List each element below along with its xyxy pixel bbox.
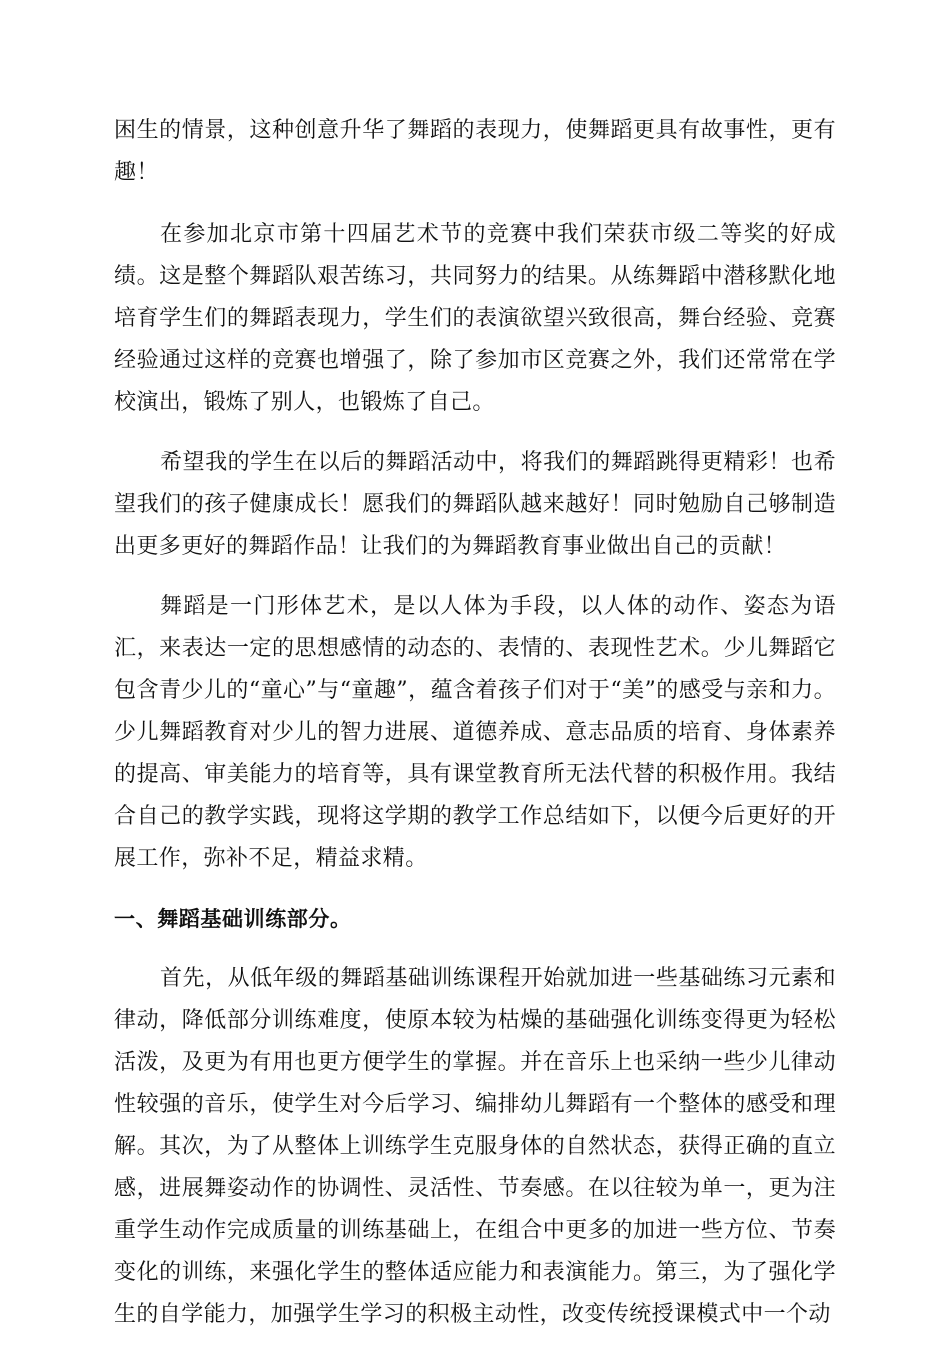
paragraph-continuation: 困生的情景，这种创意升华了舞蹈的表现力，使舞蹈更具有故事性，更有趣！ (114, 118, 836, 185)
paragraph-art-festival: 在参加北京市第十四届艺术节的竞赛中我们荣获市级二等奖的好成绩。这是整个舞蹈队艰苦练习，共同努力的结果。从练舞蹈中潜移默化地培育学生们的舞蹈表现力，学生们的表演欲望兴致很高，舞台经验、竞赛经验通过这样的竞赛也增强了，除了参加市区竞赛之外，我们还常常在学校演出，锻炼了别人，也锻炼了自己。 (114, 222, 836, 415)
section-heading-basic-training: 一、舞蹈基础训练部分。 (114, 907, 352, 931)
document-body (114, 110, 836, 1354)
paragraph-hopes: 希望我的学生在以后的舞蹈活动中，将我们的舞蹈跳得更精彩！也希望我们的孩子健康成长！愿我们的舞蹈队越来越好！同时勉励自己够制造出更多更好的舞蹈作品！让我们的为舞蹈教育事业做出自己的贡献！ (114, 450, 836, 559)
paragraph-basic-training: 首先，从低年级的舞蹈基础训练课程开始就加进一些基础练习元素和律动，降低部分训练难度，使原本较为枯燥的基础强化训练变得更为轻松活泼，及更为有用也更方便学生的掌握。并在音乐上也采纳一些少儿律动性较强的音乐，使学生对今后学习、编排幼儿舞蹈有一个整体的感受和理解。其次，为了从整体上训练学生克服身体的自然状态，获得正确的直立感，进展舞姿动作的协调性、灵活性、节奏感。在以往较为单一，更为注重学生动作完成质量的训练基础上，在组合中更多的加进一些方位、节奏变化的训练，来强化学生的整体适应能力和表演能力。第三，为了强化学生的自学能力，加强学生学习的积极主动性，改变传统授课模式中一个动 (114, 966, 836, 1327)
paragraph-dance-intro: 舞蹈是一门形体艺术，是以人体为手段，以人体的动作、姿态为语汇，来表达一定的思想感情的动态的、表情的、表现性艺术。少儿舞蹈它包含青少儿的“童心”与“童趣”，蕴含着孩子们对于“美”的感受与亲和力。少儿舞蹈教育对少儿的智力进展、道德养成、意志品质的培育、身体素养的提高、审美能力的培育等，具有课堂教育所无法代替的积极作用。我结合自己的教学实践，现将这学期的教学工作总结如下，以便今后更好的开展工作，弥补不足，精益求精。 (114, 594, 836, 871)
